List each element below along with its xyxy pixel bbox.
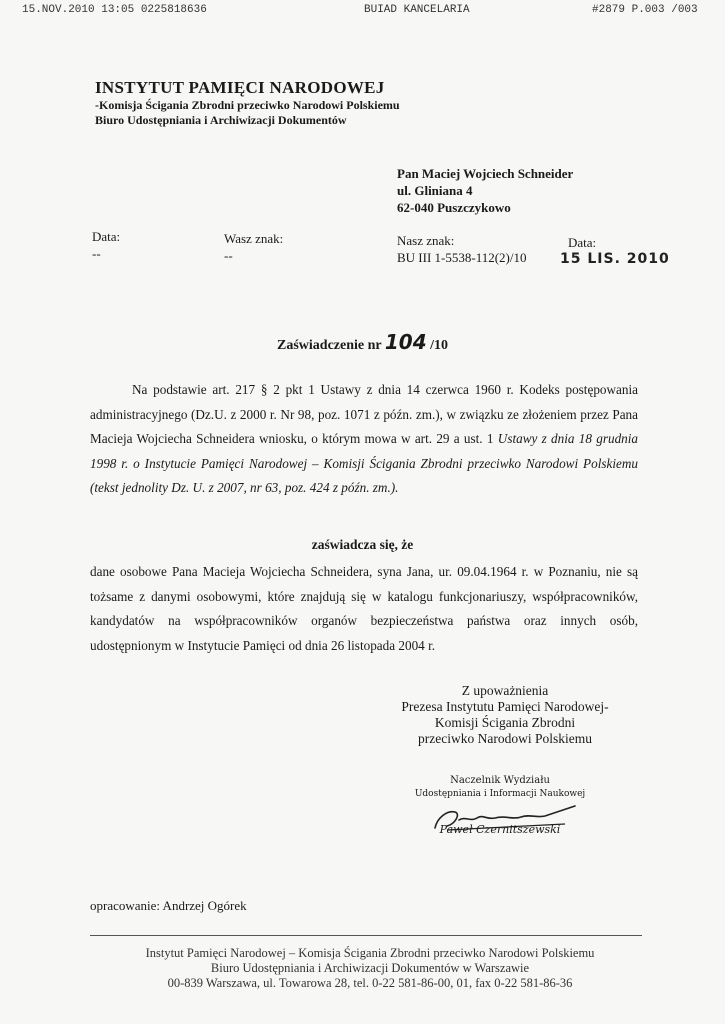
certification-paragraph — [90, 560, 638, 658]
legal-basis-italic: Ustawy z dnia 18 grudnia 1998 r. o Instytucie Pamięci Narodowej – Komisji Ścigania Zbrodni przeciwko Narodowi Polskiemu (tekst jednolity Dz. U. z 2007, nr 63, poz. 424 z późn. zm.). — [90, 431, 639, 495]
authorization-line4: przeciwko Narodowi Polskiemu — [418, 731, 592, 746]
institution-line1: -Komisja Ścigania Zbrodni przeciwko Narodowi Polskiemu — [95, 98, 400, 112]
nasz-znak-label: Nasz znak: — [397, 233, 455, 248]
stamp-date: 15 LIS. 2010 — [560, 251, 670, 267]
fax-header-center: BUIAD KANCELARIA — [364, 4, 470, 16]
stamp-name: Paweł Czernitszewski — [439, 823, 561, 836]
stamp-line2: Udostępniania i Informacji Naukowej — [414, 789, 586, 799]
recipient-street: ul. Gliniana 4 — [397, 183, 473, 198]
footer-line2: Biuro Udostępniania i Archiwizacji Dokumentów w Warszawie — [210, 961, 530, 975]
nasz-znak-value: BU III 1-5538-112(2)/10 — [397, 250, 527, 265]
authorization-line2: Prezesa Instytutu Pamięci Narodowej- — [401, 699, 609, 714]
recipient-name: Pan Maciej Wojciech Schneider — [397, 166, 574, 181]
title-number: 104 — [384, 330, 427, 354]
date2-label: Data: — [568, 235, 597, 250]
certification-text: dane osobowe Pana Macieja Wojciecha Schneidera, syna Jana, ur. 09.04.1964 r. w Poznaniu, nie są tożsame z danymi osobowymi, które znajdują się w katalogu funkcjonariuszy, współpracowników, kandydatów na współpracowników organów bezpieczeństwa państwa oraz innych osób, udostępnionym w Instytucie Pamięci od dnia 26 listopada 2004 r. — [90, 564, 638, 653]
wasz-znak-value: -- — [224, 248, 233, 263]
institution-line2: Biuro Udostępniania i Archiwizacji Dokumentów — [95, 113, 347, 127]
legal-basis-normal: Na podstawie art. 217 § 2 pkt 1 Ustawy z dnia 14 czerwca 1960 r. Kodeks postępowania administracyjnego (Dz.U. z 2000 r. Nr 98, poz. 1071 z późn. zm.), w związku ze złożeniem przez Pana Macieja Wojciecha Schneidera wniosku, o którym mowa w art. 29 a ust. 1 — [90, 382, 638, 446]
certifies-heading: zaświadcza się, że — [311, 537, 414, 552]
authorization-line1: Z upoważnienia — [461, 683, 549, 698]
title-suffix: /10 — [430, 338, 448, 353]
authorization-line3: Komisji Ścigania Zbrodni — [434, 715, 576, 730]
footer-line3: 00-839 Warszawa, ul. Towarowa 28, tel. 0-22 581-86-00, 01, fax 0-22 581-86-36 — [167, 976, 573, 990]
authorization-block — [370, 683, 640, 747]
footer-line1: Instytut Pamięci Narodowej – Komisja Ścigania Zbrodni przeciwko Narodowi Polskiemu — [145, 946, 595, 960]
data-label: Data: — [92, 229, 121, 244]
prepared-by: opracowanie: Andrzej Ogórek — [90, 898, 247, 913]
institution-name: INSTYTUT PAMIĘCI NARODOWEJ — [95, 78, 385, 97]
wasz-znak-label: Wasz znak: — [224, 231, 284, 246]
title-prefix: Zaświadczenie nr — [277, 338, 382, 353]
certificate-title — [0, 330, 725, 354]
footer-address — [80, 946, 660, 991]
stamp-line1: Naczelnik Wydziału — [450, 775, 550, 786]
fax-header-left: 15.NOV.2010 13:05 0225818636 — [22, 4, 207, 16]
footer-divider — [90, 935, 642, 936]
data-value: -- — [92, 246, 101, 261]
recipient-city: 62-040 Puszczykowo — [397, 200, 511, 215]
legal-basis-paragraph — [90, 378, 638, 501]
fax-header-right: #2879 P.003 /003 — [592, 4, 698, 16]
